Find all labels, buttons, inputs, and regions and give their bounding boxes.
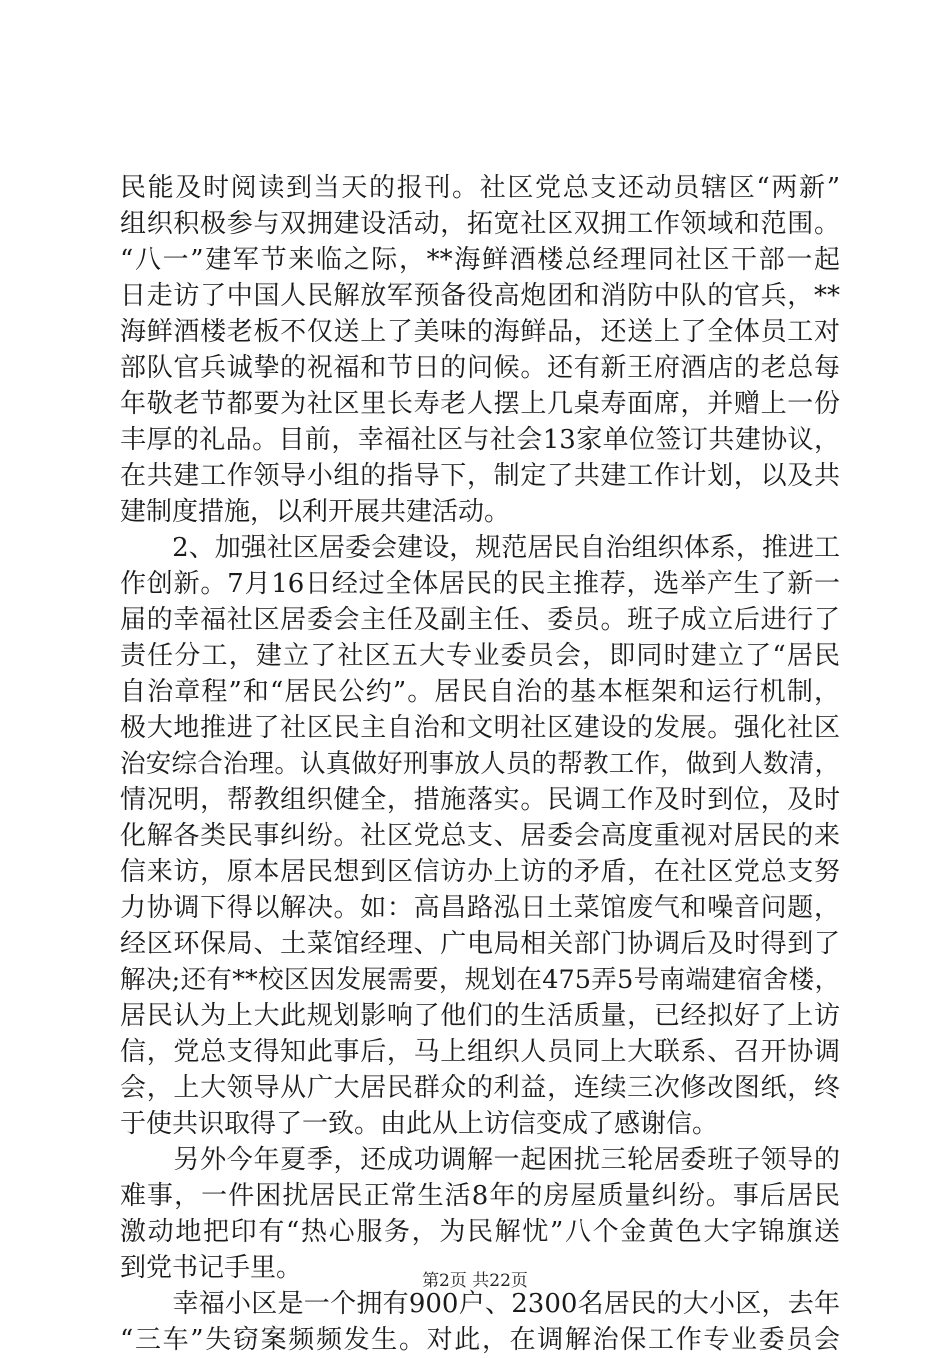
page-footer: 第2页 共22页 <box>422 1271 528 1291</box>
text-line: 激动地把印有“热心服务，为民解忧”八个金黄色大字锦旗送 <box>120 1217 840 1247</box>
text-line: 情况明，帮教组织健全，措施落实。民调工作及时到位，及时 <box>120 785 840 815</box>
text-line: 在共建工作领导小组的指导下，制定了共建工作计划，以及共 <box>120 461 840 491</box>
text-line: “三车”失窃案频频发生。对此，在调解治保工作专业委员会 <box>120 1325 840 1355</box>
text-line: 部队官兵诚挚的祝福和节日的问候。还有新王府酒店的老总每 <box>120 353 840 383</box>
text-line: 组织积极参与双拥建设活动，拓宽社区双拥工作领域和范围。 <box>120 209 840 239</box>
text-line: 治安综合治理。认真做好刑事放人员的帮教工作，做到人数清， <box>120 749 840 779</box>
text-line: 海鲜酒楼老板不仅送上了美味的海鲜品，还送上了全体员工对 <box>120 317 840 347</box>
text-line: 极大地推进了社区民主自治和文明社区建设的发展。强化社区 <box>120 713 840 743</box>
text-line: 自治章程”和“居民公约”。居民自治的基本框架和运行机制， <box>120 677 840 707</box>
text-line: 力协调下得以解决。如：高昌路泓日土菜馆废气和噪音问题， <box>120 893 840 923</box>
text-line: 于使共识取得了一致。由此从上访信变成了感谢信。 <box>120 1109 719 1139</box>
text-line: 会，上大领导从广大居民群众的利益，连续三次修改图纸，终 <box>120 1073 840 1103</box>
text-line: 难事，一件困扰居民正常生活8年的房屋质量纠纷。事后居民 <box>120 1181 840 1211</box>
text-line: 信来访，原本居民想到区信访办上访的矛盾，在社区党总支努 <box>120 857 840 887</box>
text-line: 建制度措施，以利开展共建活动。 <box>120 497 511 527</box>
text-line: 日走访了中国人民解放军预备役高炮团和消防中队的官兵，** <box>120 281 840 311</box>
text-line: 届的幸福社区居委会主任及副主任、委员。班子成立后进行了 <box>120 605 840 635</box>
text-line: 幸福小区是一个拥有900户、2300名居民的大小区，去年 <box>120 1289 840 1319</box>
text-line: 居民认为上大此规划影响了他们的生活质量，已经拟好了上访 <box>120 1001 840 1031</box>
text-line: 责任分工，建立了社区五大专业委员会，即同时建立了“居民 <box>120 641 840 671</box>
text-line: 年敬老节都要为社区里长寿老人摆上几桌寿面席，并赠上一份 <box>120 389 840 419</box>
text-line: 丰厚的礼品。目前，幸福社区与社会13家单位签订共建协议， <box>120 425 840 455</box>
text-line: 解决;还有**校区因发展需要，规划在475弄5号南端建宿舍楼， <box>120 965 840 995</box>
text-line: 另外今年夏季，还成功调解一起困扰三轮居委班子领导的 <box>120 1145 840 1175</box>
text-line: “八一”建军节来临之际，**海鲜酒楼总经理同社区干部一起 <box>120 245 840 275</box>
text-line: 2、加强社区居委会建设，规范居民自治组织体系，推进工 <box>120 533 840 563</box>
text-line: 作创新。7月16日经过全体居民的民主推荐，选举产生了新一 <box>120 569 840 599</box>
body-text <box>120 170 840 1358</box>
text-line: 到党书记手里。 <box>120 1253 303 1283</box>
text-line: 经区环保局、土菜馆经理、广电局相关部门协调后及时得到了 <box>120 929 840 959</box>
text-line: 信，党总支得知此事后，马上组织人员同上大联系、召开协调 <box>120 1037 840 1067</box>
text-line: 民能及时阅读到当天的报刊。社区党总支还动员辖区“两新” <box>120 173 840 203</box>
text-line: 化解各类民事纠纷。社区党总支、居委会高度重视对居民的来 <box>120 821 840 851</box>
